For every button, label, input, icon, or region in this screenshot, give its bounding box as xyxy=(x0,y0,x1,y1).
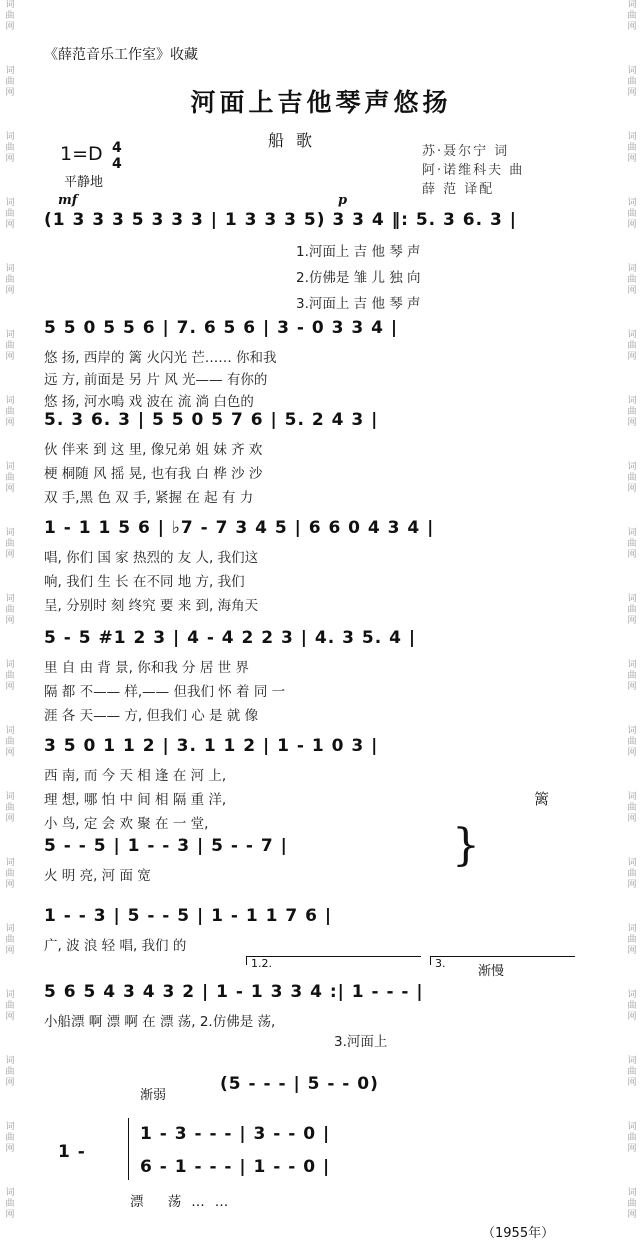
watermark-char: 词 xyxy=(5,66,15,76)
watermark-char: 网 xyxy=(5,748,15,758)
watermark-char: 网 xyxy=(5,1012,15,1022)
key-signature: 1=D xyxy=(60,143,103,165)
watermark-char: 曲 xyxy=(5,539,15,549)
watermark-char: 网 xyxy=(5,286,15,296)
watermark-char: 词 xyxy=(627,198,637,208)
coda-upper-notes: (5 - - - | 5 - - 0) xyxy=(220,1074,379,1094)
notes-line: 5. 3 6. 3 | 5 5 0 5 7 6 | 5. 2 4 3 | xyxy=(44,410,379,430)
lyric-verse-1: 伙 伴来 到 这 里, 像兄弟 姐 妹 齐 欢 xyxy=(44,442,263,458)
watermark-char: 网 xyxy=(627,748,637,758)
watermark-char: 网 xyxy=(627,1210,637,1220)
score-system-4 xyxy=(44,518,584,618)
collection-note: 《薛范音乐工作室》收藏 xyxy=(44,47,198,63)
watermark-char: 网 xyxy=(5,220,15,230)
lyric-verse-2: 梗 桐随 风 摇 晃, 也有我 白 桦 沙 沙 xyxy=(44,466,263,482)
lyric-verse-3: 小 鸟, 定 会 欢 聚 在 一 堂, xyxy=(44,816,209,832)
dynamic-mf: mf xyxy=(58,193,78,208)
score-system-2 xyxy=(44,318,584,408)
lyric-line: 火 明 亮, 河 面 宽 xyxy=(44,868,151,884)
notes-line: 1 - - 3 | 5 - - 5 | 1 - 1 1 7 6 | xyxy=(44,906,333,926)
watermark-char: 词 xyxy=(5,924,15,934)
watermark-char: 词 xyxy=(5,264,15,274)
watermark-char: 词 xyxy=(627,330,637,340)
watermark-char: 曲 xyxy=(5,869,15,879)
notes-line: 5 6 5 4 3 4 3 2 | 1 - 1 3 3 4 :| 1 - - - | xyxy=(44,982,424,1002)
score-system-1 xyxy=(44,210,584,320)
watermark-char: 词 xyxy=(5,0,15,10)
translator-credit: 薛 范 译配 xyxy=(422,182,495,197)
watermark-char: 曲 xyxy=(5,209,15,219)
watermark-char: 词 xyxy=(5,528,15,538)
watermark-char: 词 xyxy=(627,396,637,406)
watermark-char: 词 xyxy=(627,990,637,1000)
watermark-char: 词 xyxy=(5,660,15,670)
watermark-char: 词 xyxy=(627,858,637,868)
watermark-char: 网 xyxy=(5,418,15,428)
watermark-char: 曲 xyxy=(5,671,15,681)
watermark-char: 网 xyxy=(5,550,15,560)
volta-1-2: 1.2. xyxy=(246,956,421,965)
watermark-char: 词 xyxy=(627,1122,637,1132)
watermark-char: 词 xyxy=(627,924,637,934)
watermark-char: 网 xyxy=(5,1144,15,1154)
lyric-verse-2: 响, 我们 生 长 在不同 地 方, 我们 xyxy=(44,574,245,590)
song-title: 河面上吉他琴声悠扬 xyxy=(190,88,452,117)
watermark-char: 网 xyxy=(5,484,15,494)
coda-bracket xyxy=(128,1118,129,1180)
watermark-char: 网 xyxy=(5,616,15,626)
lyric-verse-2: 远 方, 前面是 另 片 风 光—— 有你的 xyxy=(44,372,268,388)
watermark-char: 词 xyxy=(627,792,637,802)
watermark-char: 词 xyxy=(5,990,15,1000)
lyric-line: 广, 波 浪 轻 唱, 我们 的 xyxy=(44,938,187,954)
watermark-left xyxy=(2,0,18,1260)
watermark-char: 曲 xyxy=(627,209,637,219)
coda-mid-notes: 1 - 3 - - - | 3 - - 0 | xyxy=(140,1124,331,1144)
watermark-char: 网 xyxy=(627,1012,637,1022)
verse-brace: } xyxy=(452,820,480,871)
brace-word: 篱 xyxy=(534,790,550,808)
lyric-verse-1: 1.河面上 吉 他 琴 声 xyxy=(296,244,421,260)
tempo-change: 渐慢 xyxy=(478,964,505,979)
watermark-char: 网 xyxy=(627,682,637,692)
watermark-char: 词 xyxy=(627,1056,637,1066)
watermark-char: 网 xyxy=(627,154,637,164)
watermark-char: 曲 xyxy=(5,1133,15,1143)
watermark-char: 网 xyxy=(5,1210,15,1220)
coda-lyric: 漂 荡…… xyxy=(130,1194,239,1210)
lyricist-credit: 苏·聂尔宁 词 xyxy=(422,144,510,159)
watermark-char: 网 xyxy=(5,352,15,362)
time-bottom: 4 xyxy=(112,156,122,172)
time-signature xyxy=(112,140,122,172)
notes-line: 3 5 0 1 1 2 | 3. 1 1 2 | 1 - 1 0 3 | xyxy=(44,736,379,756)
score-system-6 xyxy=(44,736,584,836)
lyric-verse-3: 涯 各 天—— 方, 但我们 心 是 就 像 xyxy=(44,708,259,724)
watermark-char: 曲 xyxy=(5,77,15,87)
lyric-verse-3: 双 手,黑 色 双 手, 紧握 在 起 有 力 xyxy=(44,490,254,506)
watermark-char: 词 xyxy=(627,1188,637,1198)
score-system-3 xyxy=(44,410,584,510)
watermark-char: 曲 xyxy=(627,1199,637,1209)
watermark-char: 曲 xyxy=(627,275,637,285)
song-subtitle: 船歌 xyxy=(268,131,325,150)
dynamic-diminuendo: 渐弱 xyxy=(140,1088,167,1103)
watermark-char: 曲 xyxy=(627,143,637,153)
volta-3: 3. xyxy=(430,956,575,965)
watermark-char: 曲 xyxy=(627,935,637,945)
time-top: 4 xyxy=(112,140,122,156)
coda-lead-note: 1 - xyxy=(58,1142,86,1162)
watermark-char: 曲 xyxy=(627,11,637,21)
watermark-char: 曲 xyxy=(627,341,637,351)
watermark-char: 网 xyxy=(627,220,637,230)
watermark-char: 词 xyxy=(627,660,637,670)
watermark-char: 网 xyxy=(5,22,15,32)
notes-line: (1 3 3 3 5 3 3 3 | 1 3 3 3 5) 3 3 4 ‖: 5. 3 6. 3 | xyxy=(44,210,517,230)
notes-line: 1 - 1 1 5 6 | ♭7 - 7 3 4 5 | 6 6 0 4 3 4 | xyxy=(44,518,435,538)
watermark-char: 曲 xyxy=(627,605,637,615)
watermark-char: 曲 xyxy=(5,605,15,615)
lyric-verse-2: 理 想, 哪 怕 中 间 相 隔 重 洋, xyxy=(44,792,227,808)
score-system-5 xyxy=(44,628,584,728)
watermark-char: 词 xyxy=(627,594,637,604)
notes-line: 5 5 0 5 5 6 | 7. 6 5 6 | 3 - 0 3 3 4 | xyxy=(44,318,399,338)
watermark-char: 曲 xyxy=(627,539,637,549)
lyric-verse-2: 2.仿佛是 雏 儿 独 向 xyxy=(296,270,421,286)
watermark-char: 词 xyxy=(627,264,637,274)
watermark-char: 词 xyxy=(5,396,15,406)
watermark-char: 词 xyxy=(627,462,637,472)
watermark-char: 网 xyxy=(5,1078,15,1088)
lyric-verse-1: 小船漂 啊 漂 啊 在 漂 荡, 2.仿佛是 荡, xyxy=(44,1014,276,1030)
score-system-9 xyxy=(44,982,584,1052)
watermark-char: 曲 xyxy=(627,473,637,483)
watermark-char: 词 xyxy=(5,1056,15,1066)
watermark-char: 网 xyxy=(627,418,637,428)
composer-credit: 阿·诺维科夫 曲 xyxy=(422,163,525,178)
watermark-char: 词 xyxy=(627,726,637,736)
watermark-char: 网 xyxy=(627,286,637,296)
watermark-char: 词 xyxy=(5,132,15,142)
watermark-char: 曲 xyxy=(627,737,637,747)
watermark-char: 词 xyxy=(627,132,637,142)
tempo-marking: 平静地 xyxy=(64,175,104,190)
watermark-char: 曲 xyxy=(5,407,15,417)
dynamic-p: p xyxy=(338,193,348,208)
lyric-verse-1: 西 南, 而 今 天 相 逢 在 河 上, xyxy=(44,768,227,784)
watermark-char: 词 xyxy=(5,858,15,868)
watermark-char: 曲 xyxy=(5,11,15,21)
watermark-char: 网 xyxy=(627,616,637,626)
lyric-verse-3: 3.河面上 xyxy=(334,1034,388,1050)
watermark-char: 词 xyxy=(5,462,15,472)
watermark-char: 网 xyxy=(627,550,637,560)
watermark-char: 词 xyxy=(5,594,15,604)
watermark-char: 曲 xyxy=(5,1001,15,1011)
watermark-char: 曲 xyxy=(5,1067,15,1077)
watermark-char: 网 xyxy=(627,814,637,824)
watermark-char: 网 xyxy=(627,484,637,494)
notes-line: 5 - 5 #1 2 3 | 4 - 4 2 2 3 | 4. 3 5. 4 | xyxy=(44,628,417,648)
watermark-char: 曲 xyxy=(627,407,637,417)
watermark-char: 网 xyxy=(5,880,15,890)
watermark-char: 曲 xyxy=(627,1133,637,1143)
watermark-char: 词 xyxy=(5,1122,15,1132)
watermark-char: 曲 xyxy=(5,803,15,813)
notes-line: 5 - - 5 | 1 - - 3 | 5 - - 7 | xyxy=(44,836,288,856)
watermark-char: 网 xyxy=(627,946,637,956)
score-system-7 xyxy=(44,836,584,886)
watermark-char: 网 xyxy=(5,88,15,98)
watermark-char: 曲 xyxy=(627,869,637,879)
watermark-char: 词 xyxy=(627,66,637,76)
coda-lower-notes: 6 - 1 - - - | 1 - - 0 | xyxy=(140,1157,331,1177)
watermark-char: 曲 xyxy=(627,1067,637,1077)
watermark-char: 曲 xyxy=(5,341,15,351)
watermark-char: 曲 xyxy=(5,473,15,483)
watermark-char: 曲 xyxy=(627,1001,637,1011)
watermark-char: 词 xyxy=(5,198,15,208)
watermark-char: 词 xyxy=(5,726,15,736)
watermark-char: 词 xyxy=(627,0,637,10)
watermark-char: 曲 xyxy=(627,803,637,813)
watermark-char: 网 xyxy=(5,946,15,956)
watermark-char: 网 xyxy=(5,814,15,824)
watermark-right xyxy=(624,0,640,1260)
watermark-char: 曲 xyxy=(5,143,15,153)
lyric-verse-1: 悠 扬, 西岸的 篱 火闪光 芒…… 你和我 xyxy=(44,350,277,366)
watermark-char: 网 xyxy=(627,1144,637,1154)
lyric-verse-3: 3.河面上 吉 他 琴 声 xyxy=(296,296,421,312)
watermark-char: 词 xyxy=(627,528,637,538)
watermark-char: 网 xyxy=(627,880,637,890)
watermark-char: 网 xyxy=(5,682,15,692)
lyric-verse-1: 里 自 由 背 景, 你和我 分 居 世 界 xyxy=(44,660,249,676)
watermark-char: 网 xyxy=(5,154,15,164)
lyric-verse-3: 悠 扬, 河水嗚 戏 波在 流 淌 白色的 xyxy=(44,394,254,410)
watermark-char: 曲 xyxy=(5,275,15,285)
watermark-char: 网 xyxy=(627,1078,637,1088)
watermark-char: 曲 xyxy=(627,671,637,681)
watermark-char: 词 xyxy=(5,330,15,340)
watermark-char: 网 xyxy=(627,352,637,362)
watermark-char: 曲 xyxy=(5,935,15,945)
watermark-char: 词 xyxy=(5,792,15,802)
lyric-verse-1: 唱, 你们 国 家 热烈的 友 人, 我们这 xyxy=(44,550,259,566)
watermark-char: 词 xyxy=(5,1188,15,1198)
watermark-char: 网 xyxy=(627,88,637,98)
watermark-char: 曲 xyxy=(627,77,637,87)
composition-year: （1955年） xyxy=(482,1226,555,1241)
watermark-char: 网 xyxy=(627,22,637,32)
lyric-verse-2: 隔 都 不—— 样,—— 但我们 怀 着 同 一 xyxy=(44,684,286,700)
watermark-char: 曲 xyxy=(5,1199,15,1209)
watermark-char: 曲 xyxy=(5,737,15,747)
lyric-verse-3: 呈, 分别时 刻 终究 要 来 到, 海角天 xyxy=(44,598,259,614)
score-system-8 xyxy=(44,906,584,956)
